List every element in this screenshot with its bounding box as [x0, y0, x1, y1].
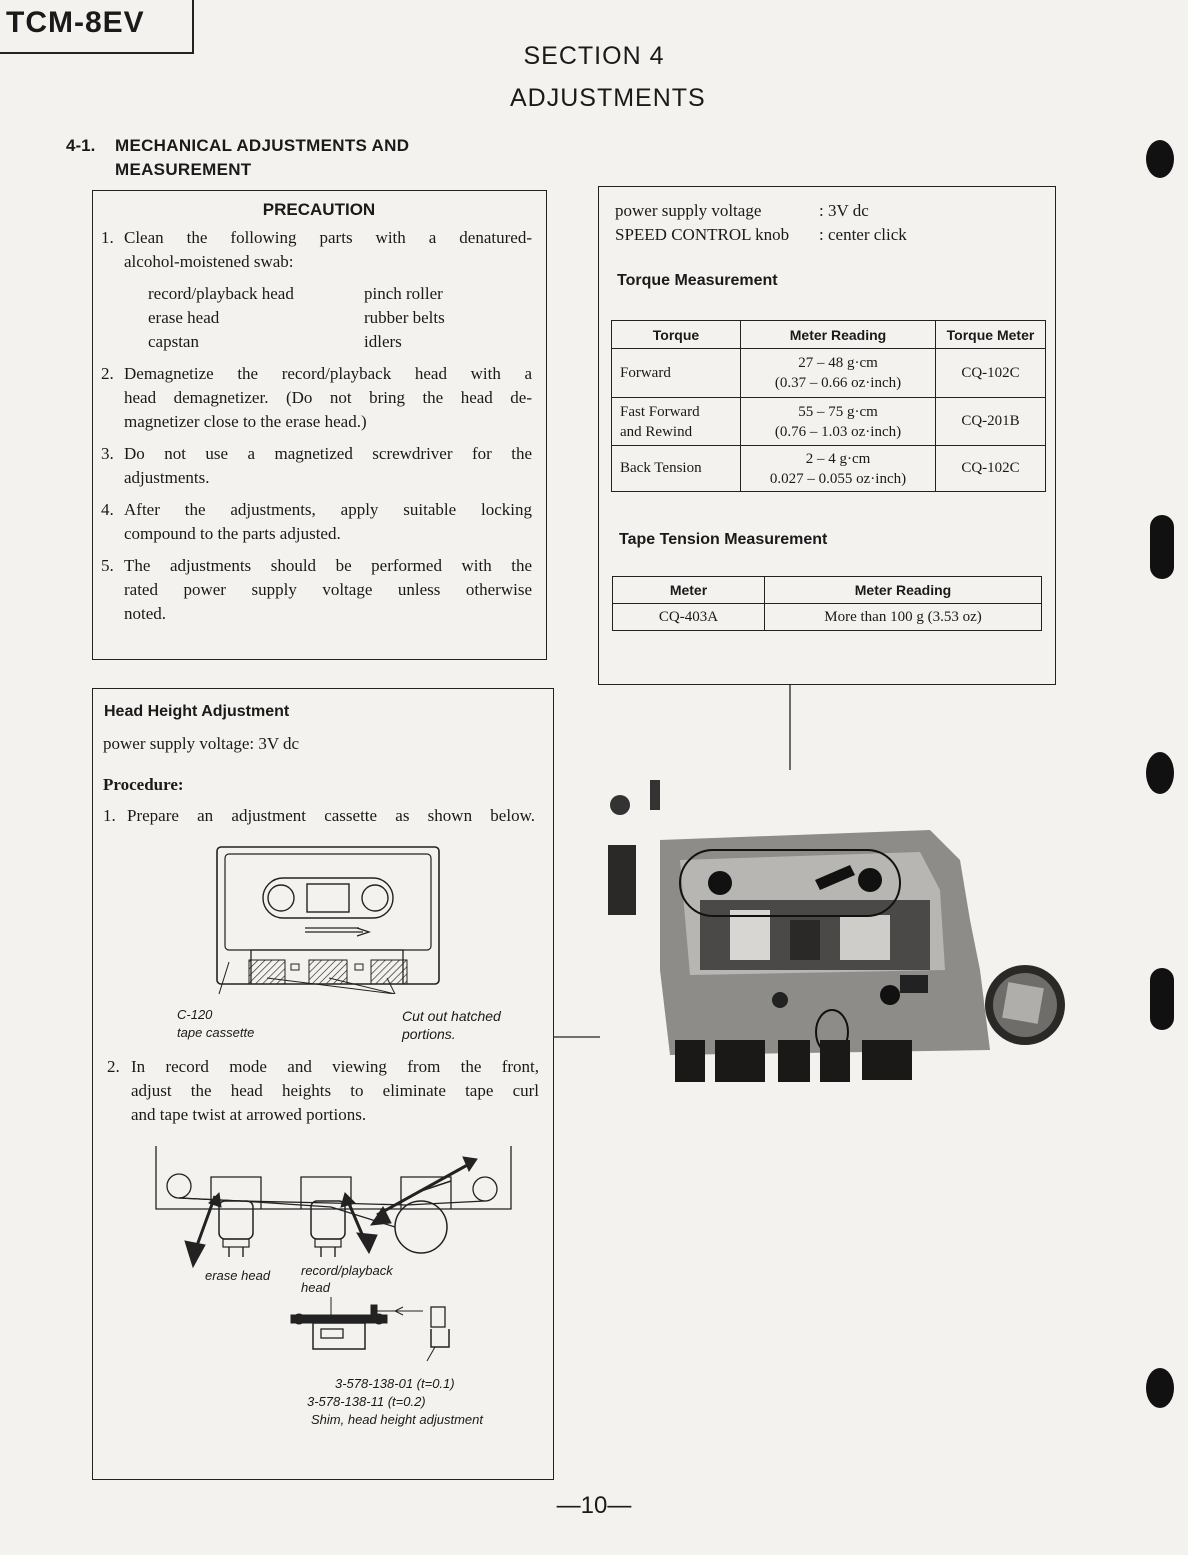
erase-head-label: erase head — [205, 1268, 271, 1283]
step-number: 1. — [103, 806, 116, 825]
step-number: 2. — [107, 1057, 120, 1076]
subsection-title-line2: MEASUREMENT — [115, 160, 252, 179]
precaution-item-text: Clean the following parts with a denatured- — [124, 228, 532, 247]
step-text: In record mode and viewing from the front, — [131, 1057, 539, 1076]
tape-mechanism-photo — [600, 770, 1070, 1090]
voltage-value: : 3V dc — [819, 201, 869, 220]
tape-path-diagram — [151, 1141, 521, 1311]
torque-name: Fast Forward and Rewind — [612, 398, 741, 446]
precaution-item-text: magnetizer close to the erase head.) — [124, 412, 367, 431]
model-label: TCM-8EV — [6, 6, 145, 39]
part-name: rubber belts — [364, 308, 445, 327]
meter-reading: 27 – 48 g·cm (0.37 – 0.66 oz·inch) — [741, 349, 936, 398]
cassette-label: tape cassette — [177, 1025, 255, 1040]
cassette-label: C-120 — [177, 1007, 213, 1022]
subsection-title: MECHANICAL ADJUSTMENTS AND — [115, 136, 410, 155]
tape-tension-heading: Tape Tension Measurement — [619, 531, 828, 548]
head-height-box — [92, 688, 554, 1480]
procedure-label: Procedure: — [103, 775, 184, 794]
step-text: and tape twist at arrowed portions. — [131, 1105, 367, 1124]
shim-diagram — [283, 1297, 473, 1367]
voltage-text: power supply voltage: 3V dc — [103, 734, 300, 753]
precaution-item-text: compound to the parts adjusted. — [124, 524, 341, 543]
precaution-item-number: 5. — [101, 556, 114, 575]
column-header: Meter Reading — [765, 577, 1042, 604]
page-number: —10— — [556, 1492, 632, 1519]
precaution-item-text: rated power supply voltage unless otherwise — [124, 580, 532, 599]
shim-part-number: 3-578-138-01 (t=0.1) — [335, 1376, 455, 1391]
meter-reading: 55 – 75 g·cm (0.76 – 1.03 oz·inch) — [741, 398, 936, 446]
precaution-item-number: 2. — [101, 364, 114, 383]
precaution-item-text: After the adjustments, apply suitable locking — [124, 500, 532, 519]
section-number: SECTION 4 — [523, 42, 665, 70]
precaution-item-number: 4. — [101, 500, 114, 519]
precaution-item-text: adjustments. — [124, 468, 210, 487]
voltage-label: power supply voltage — [615, 201, 762, 220]
precaution-item-number: 1. — [101, 228, 114, 247]
speed-control-value: : center click — [819, 225, 907, 244]
precaution-item-text: The adjustments should be performed with the — [124, 556, 532, 575]
tension-meter: CQ-403A — [613, 604, 765, 631]
subsection-number: 4-1. — [66, 136, 96, 155]
precaution-item-text: Demagnetize the record/playback head with a — [124, 364, 532, 383]
speed-control-label: SPEED CONTROL knob — [615, 225, 790, 244]
precaution-item-text: head demagnetizer. (Do not bring the head de- — [124, 388, 532, 407]
cut-out-label: portions. — [402, 1026, 456, 1042]
shim-part-number: 3-578-138-11 (t=0.2) — [307, 1394, 426, 1409]
torque-name: Forward — [612, 349, 741, 398]
torque-meter: CQ-102C — [936, 349, 1046, 398]
column-header: Torque Meter — [936, 321, 1046, 349]
meter-reading: 2 – 4 g·cm 0.027 – 0.055 oz·inch) — [741, 446, 936, 492]
shim-description: Shim, head height adjustment — [311, 1412, 483, 1427]
section-title: ADJUSTMENTS — [510, 84, 706, 112]
cut-out-label: Cut out hatched — [402, 1008, 501, 1024]
head-height-heading: Head Height Adjustment — [104, 703, 290, 720]
record-playback-head-label: record/playback — [301, 1263, 393, 1278]
column-header: Torque — [612, 321, 741, 349]
part-name: record/playback head — [148, 284, 294, 303]
torque-name: Back Tension — [612, 446, 741, 492]
torque-meter: CQ-201B — [936, 398, 1046, 446]
precaution-item-text: noted. — [124, 604, 167, 623]
column-header: Meter Reading — [741, 321, 936, 349]
torque-meter: CQ-102C — [936, 446, 1046, 492]
torque-heading: Torque Measurement — [617, 272, 778, 289]
precaution-title: PRECAUTION — [262, 200, 376, 219]
tension-reading: More than 100 g (3.53 oz) — [765, 604, 1042, 631]
part-name: erase head — [148, 308, 220, 327]
adjustment-cassette-diagram — [211, 844, 443, 994]
precaution-item-number: 3. — [101, 444, 114, 463]
step-text: Prepare an adjustment cassette as shown below. — [127, 806, 535, 825]
precaution-item-text: Do not use a magnetized screwdriver for the — [124, 444, 532, 463]
precaution-item-text: alcohol-moistened swab: — [124, 252, 294, 271]
part-name: capstan — [148, 332, 199, 351]
part-name: idlers — [364, 332, 402, 351]
part-name: pinch roller — [364, 284, 443, 303]
column-header: Meter — [613, 577, 765, 604]
record-playback-head-label: head — [301, 1280, 330, 1295]
step-text: adjust the head heights to eliminate tape curl — [131, 1081, 539, 1100]
